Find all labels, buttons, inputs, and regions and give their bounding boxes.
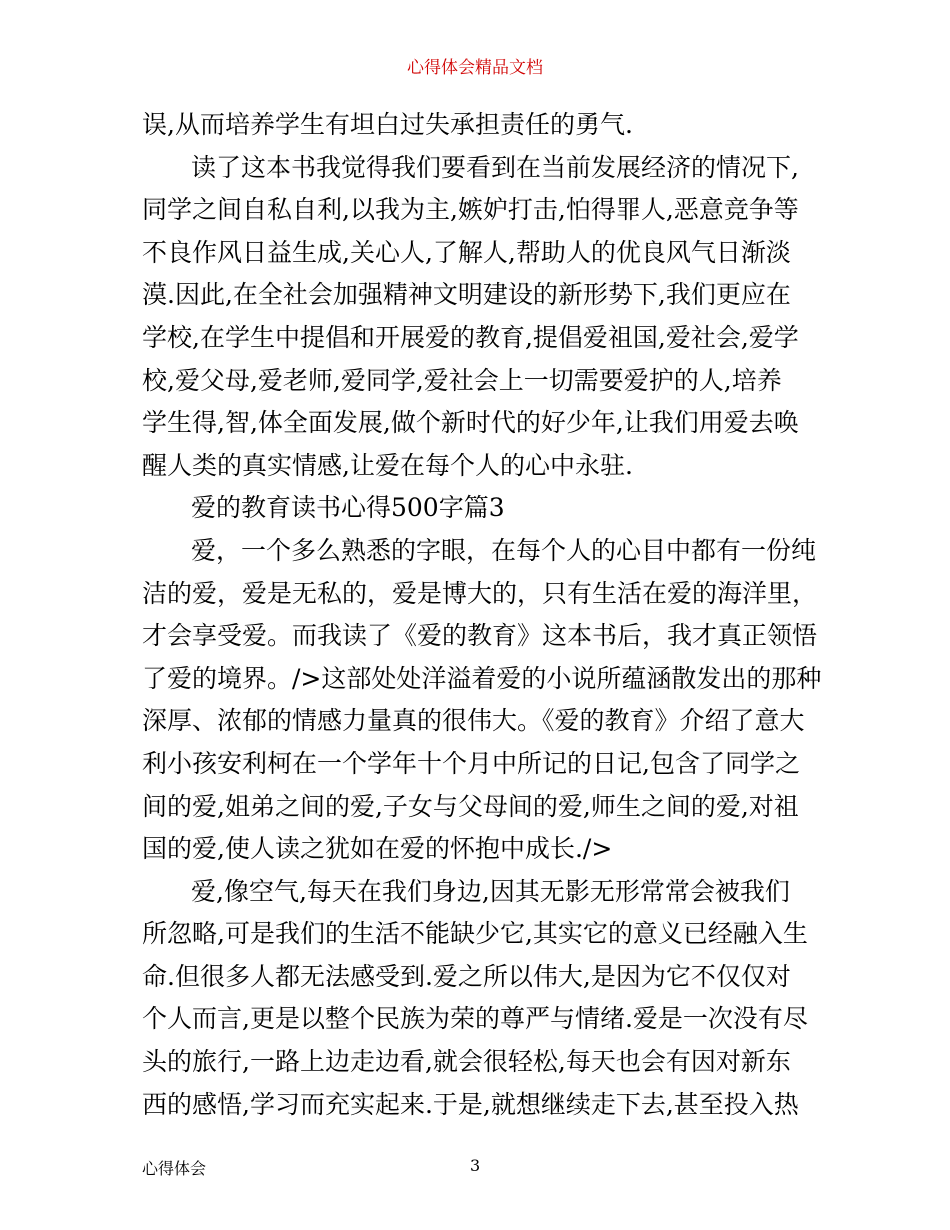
text-line: 头的旅行,一路上边走边看,就会很轻松,每天也会有因对新东 — [142, 1047, 791, 1077]
text-line: 醒人类的真实情感,让爱在每个人的心中永驻. — [142, 450, 633, 480]
text-line: 同学之间自私自利,以我为主,嫉妒打击,怕得罪人,恶意竞争等 — [142, 195, 799, 225]
page-number: 3 — [470, 1156, 481, 1175]
text-line: 误,从而培养学生有坦白过失承担责任的勇气. — [142, 110, 633, 139]
text-line: 漠.因此,在全社会加强精神文明建设的新形势下,我们更应在 — [142, 280, 791, 310]
text-line: 了爱的境界。/>这部处处洋溢着爱的小说所蕴涵散发出的那种 — [142, 663, 822, 693]
text-line: 爱,像空气,每天在我们身边,因其无影无形常常会被我们 — [191, 876, 790, 906]
text-line: 西的感悟,学习而充实起来.于是,就想继续走下去,甚至投入热 — [142, 1089, 799, 1119]
body-text — [142, 104, 822, 1126]
text-line: 学生得,智,体全面发展,做个新时代的好少年,让我们用爱去唤 — [142, 408, 799, 438]
text-line: 学校,在学生中提倡和开展爱的教育,提倡爱祖国,爱社会,爱学 — [142, 322, 799, 352]
footer-label: 心得体会 — [142, 1159, 207, 1178]
text-line: 个人而言,更是以整个民族为荣的尊严与情绪.爱是一次没有尽 — [142, 1004, 808, 1034]
text-line: 校,爱父母,爱老师,爱同学,爱社会上一切需要爱护的人,培养 — [142, 365, 782, 395]
text-line: 所忽略,可是我们的生活不能缺少它,其实它的意义已经融入生 — [142, 919, 808, 949]
text-line: 读了这本书我觉得我们要看到在当前发展经济的情况下, — [191, 152, 799, 182]
text-line: 不良作风日益生成,关心人,了解人,帮助人的优良风气日渐淡 — [142, 237, 791, 267]
text-line: 间的爱,姐弟之间的爱,子女与父母间的爱,师生之间的爱,对祖 — [142, 791, 799, 821]
text-line: 洁的爱，爱是无私的，爱是博大的，只有生活在爱的海洋里， — [142, 578, 818, 608]
text-line: 利小孩安利柯在一个学年十个月中所记的日记,包含了同学之 — [142, 748, 800, 778]
section-heading: 爱的教育读书心得500字篇3 — [191, 493, 505, 523]
text-line: 命.但很多人都无法感受到.爱之所以伟大,是因为它不仅仅对 — [142, 961, 791, 991]
text-line: 爱，一个多么熟悉的字眼，在每个人的心目中都有一份纯 — [191, 535, 817, 565]
page-header-title: 心得体会精品文档 — [407, 58, 543, 78]
text-line: 深厚、浓郁的情感力量真的很伟大。《爱的教育》介绍了意大 — [142, 706, 805, 736]
text-line: 才会享受爱。而我读了《爱的教育》这本书后，我才真正领悟 — [142, 621, 818, 651]
text-line: 国的爱,使人读之犹如在爱的怀抱中成长./> — [142, 834, 613, 864]
